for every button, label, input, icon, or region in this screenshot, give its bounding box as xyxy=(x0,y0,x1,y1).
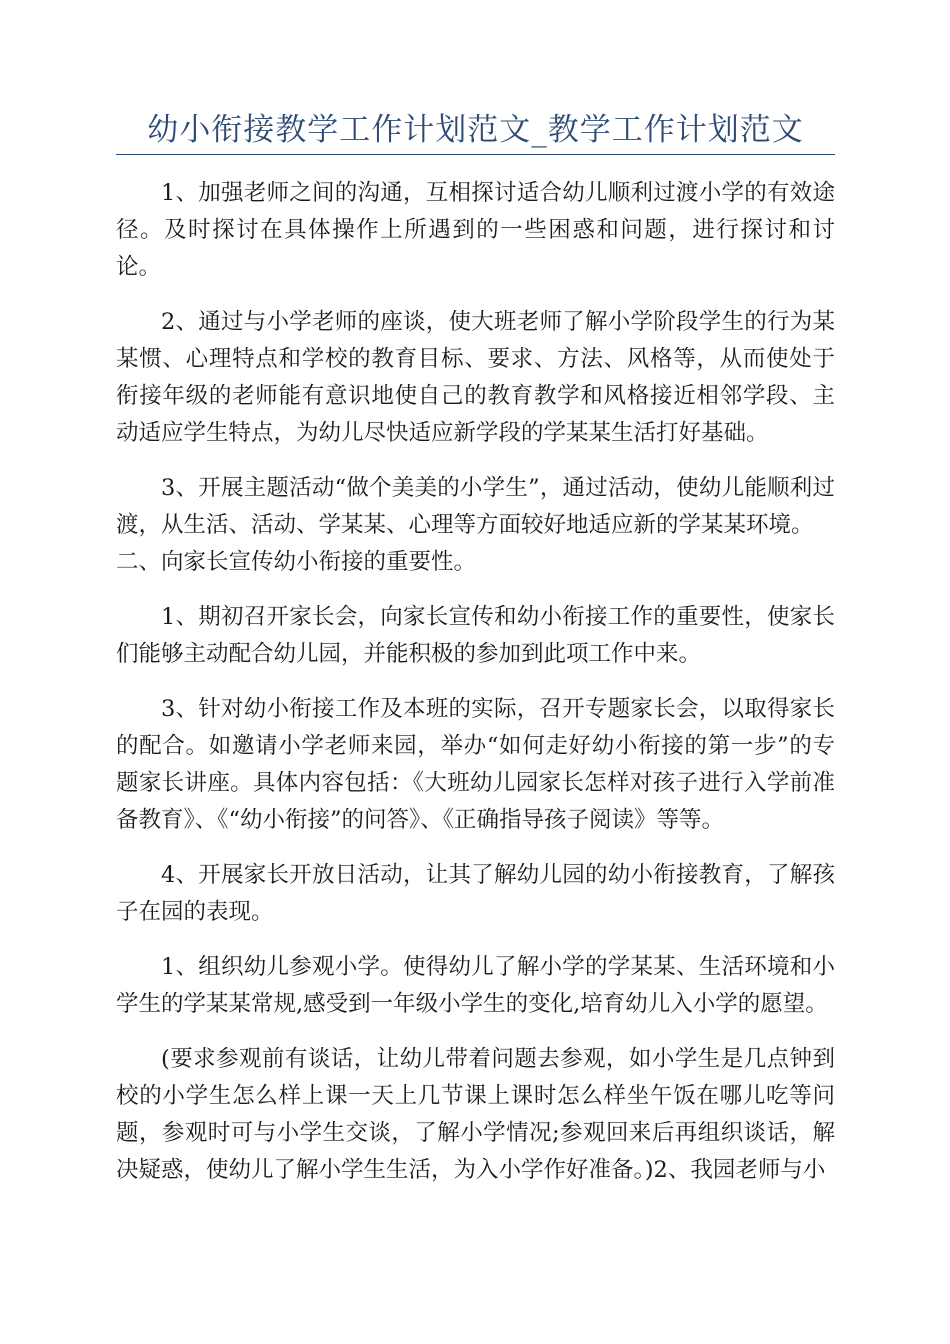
paragraph: 2、通过与小学老师的座谈，使大班老师了解小学阶段学生的行为某某惯、心理特点和学校的教育目标、要求、方法、风格等，从而使处于衔接年级的老师能有意识地使自己的教育教学和风格接近相邻学段、主动适应学生特点，为幼儿尽快适应新学段的学某某生活打好基础。 xyxy=(116,309,835,446)
paragraph: 1、组织幼儿参观小学。使得幼儿了解小学的学某某、生活环境和小学生的学某某常规,感受到一年级小学生的变化,培育幼儿入小学的愿望。 xyxy=(116,954,835,1017)
document-title: 幼小衔接教学工作计划范文_教学工作计划范文 xyxy=(147,112,804,148)
paragraph: 1、加强老师之间的沟通，互相探讨适合幼儿顺利过渡小学的有效途径。及时探讨在具体操作上所遇到的一些困惑和问题，进行探讨和讨论。 xyxy=(116,180,835,280)
title-underline xyxy=(116,154,835,155)
paragraph: 1、期初召开家长会，向家长宣传和幼小衔接工作的重要性，使家长们能够主动配合幼儿园，并能积极的参加到此项工作中来。 xyxy=(116,604,835,667)
section-heading: 二、向家长宣传幼小衔接的重要性。 xyxy=(116,549,477,575)
document-body xyxy=(116,175,835,1207)
paragraph: 4、开展家长开放日活动，让其了解幼儿园的幼小衔接教育，了解孩子在园的表现。 xyxy=(116,862,835,925)
paragraph: 3、针对幼小衔接工作及本班的实际，召开专题家长会，以取得家长的配合。如邀请小学老师来园，举办“如何走好幼小衔接的第一步”的专题家长讲座。具体内容包括：《大班幼儿园家长怎样对孩子进行入学前准备教育》、《“幼小衔接”的问答》、《正确指导孩子阅读》等等。 xyxy=(116,696,835,833)
paragraph: (要求参观前有谈话，让幼儿带着问题去参观，如小学生是几点钟到校的小学生怎么样上课一天上几节课上课时怎么样坐午饭在哪儿吃等问题，参观时可与小学生交谈，了解小学情况;参观回来后再组织谈话，解决疑惑，使幼儿了解小学生生活，为入小学作好准备。)2、我园老师与小 xyxy=(116,1046,835,1183)
paragraph: 3、开展主题活动“做个美美的小学生”，通过活动，使幼儿能顺利过渡，从生活、活动、学某某、心理等方面较好地适应新的学某某环境。 xyxy=(116,475,835,538)
